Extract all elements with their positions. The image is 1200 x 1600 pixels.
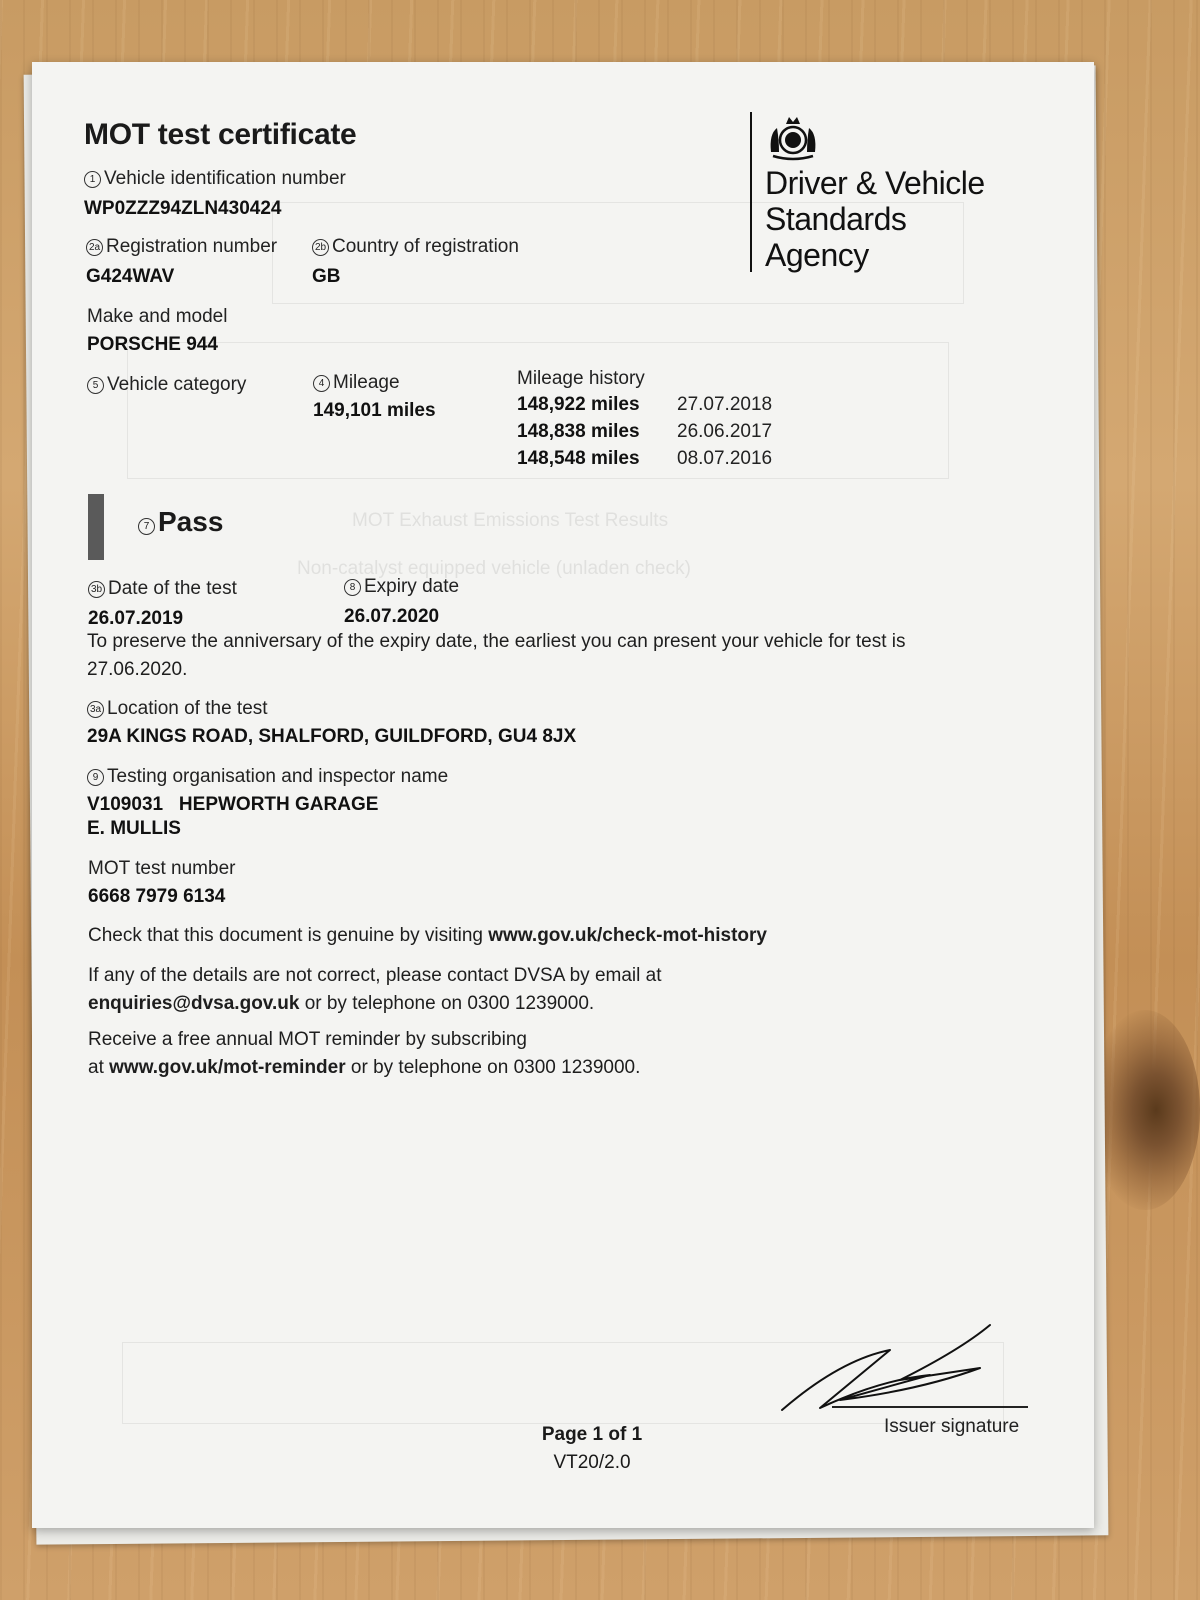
mileage-history-list — [517, 394, 817, 475]
expiry-date-value: 26.07.2020 — [344, 606, 440, 627]
country-value: GB — [312, 266, 341, 287]
document-title: MOT test certificate — [84, 118, 357, 151]
make-model-label: Make and model — [87, 306, 228, 327]
country-label: 2b Country of registration — [312, 236, 519, 258]
organisation-label: 9 Testing organisation and inspector name — [87, 766, 448, 788]
show-through-text: Non-catalyst equipped vehicle (unladen check) — [297, 558, 691, 579]
field-number: 2a — [86, 239, 103, 256]
inspector-name: E. MULLIS — [87, 818, 181, 839]
vin-label: 1 Vehicle identification number — [84, 168, 346, 190]
reminder-url[interactable]: www.gov.uk/mot-reminder — [109, 1057, 346, 1078]
reminder-note: Receive a free annual MOT reminder by subscribing at www.gov.uk/mot-reminder or by telephone on 0300 1239000. — [88, 1029, 641, 1078]
make-model-value: PORSCHE 944 — [87, 334, 218, 355]
field-number: 9 — [87, 769, 104, 786]
registration-value: G424WAV — [86, 266, 175, 287]
history-date: 26.06.2017 — [677, 421, 773, 442]
location-label: 3a Location of the test — [87, 698, 268, 720]
field-number: 2b — [312, 239, 329, 256]
result-bar — [88, 494, 104, 560]
wood-knot — [1090, 1010, 1200, 1210]
site-id: V109031 — [87, 794, 164, 815]
page-footer — [472, 1424, 712, 1474]
form-code: VT20/2.0 — [553, 1452, 631, 1473]
vin-value: WP0ZZZ94ZLN430424 — [84, 198, 282, 219]
garage-name: HEPWORTH GARAGE — [178, 794, 379, 815]
history-date: 08.07.2016 — [677, 448, 773, 469]
royal-crest-icon — [765, 112, 821, 162]
mileage-history-label: Mileage history — [517, 368, 645, 389]
agency-line: Driver & Vehicle — [765, 165, 985, 201]
field-number: 8 — [344, 579, 361, 596]
field-number: 5 — [87, 377, 104, 394]
check-url[interactable]: www.gov.uk/check-mot-history — [488, 925, 767, 946]
history-miles: 148,548 miles — [517, 448, 640, 469]
registration-label: 2a Registration number — [86, 236, 277, 258]
agency-line: Agency — [765, 237, 869, 273]
history-miles: 148,922 miles — [517, 394, 640, 415]
signature-line — [832, 1406, 1028, 1408]
history-miles: 148,838 miles — [517, 421, 640, 442]
show-through-text: MOT Exhaust Emissions Test Results — [352, 510, 669, 531]
issuer-signature-drawing — [780, 1320, 995, 1415]
anniversary-note: To preserve the anniversary of the expiry date, the earliest you can present your vehicle for test is 27.06.2020. — [87, 631, 906, 680]
mileage-label: 4 Mileage — [313, 372, 400, 394]
signature-label: Issuer signature — [884, 1416, 1020, 1437]
field-number: 1 — [84, 171, 101, 188]
history-date: 27.07.2018 — [677, 394, 773, 415]
contact-note: If any of the details are not correct, please contact DVSA by email at enquiries@dvsa.gov.uk or by telephone on 0300 1239000. — [88, 965, 662, 1014]
mileage-value: 149,101 miles — [313, 400, 436, 421]
check-note: Check that this document is genuine by visiting www.gov.uk/check-mot-history — [88, 925, 767, 946]
field-number: 4 — [313, 375, 330, 392]
page-number: Page 1 of 1 — [541, 1424, 643, 1445]
organisation-value — [87, 794, 378, 816]
category-label: 5 Vehicle category — [87, 374, 246, 396]
field-number: 3b — [88, 581, 105, 598]
mileage-history-row — [517, 394, 817, 421]
mileage-history-row — [517, 448, 817, 475]
contact-email[interactable]: enquiries@dvsa.gov.uk — [88, 993, 300, 1014]
logo-divider — [750, 112, 752, 272]
expiry-date-label: 8 Expiry date — [344, 576, 459, 598]
agency-name — [765, 165, 985, 273]
mileage-history-row — [517, 421, 817, 448]
field-number: 7 — [138, 518, 155, 535]
test-date-label: 3b Date of the test — [88, 578, 237, 600]
test-result: 7 Pass — [138, 506, 223, 538]
agency-line: Standards — [765, 201, 907, 237]
location-value: 29A KINGS ROAD, SHALFORD, GUILDFORD, GU4 8JX — [87, 726, 577, 747]
test-number-value: 6668 7979 6134 — [88, 886, 226, 907]
mot-certificate-page — [32, 62, 1094, 1528]
test-date-value: 26.07.2019 — [88, 608, 184, 629]
test-number-label: MOT test number — [88, 858, 236, 879]
field-number: 3a — [87, 701, 104, 718]
